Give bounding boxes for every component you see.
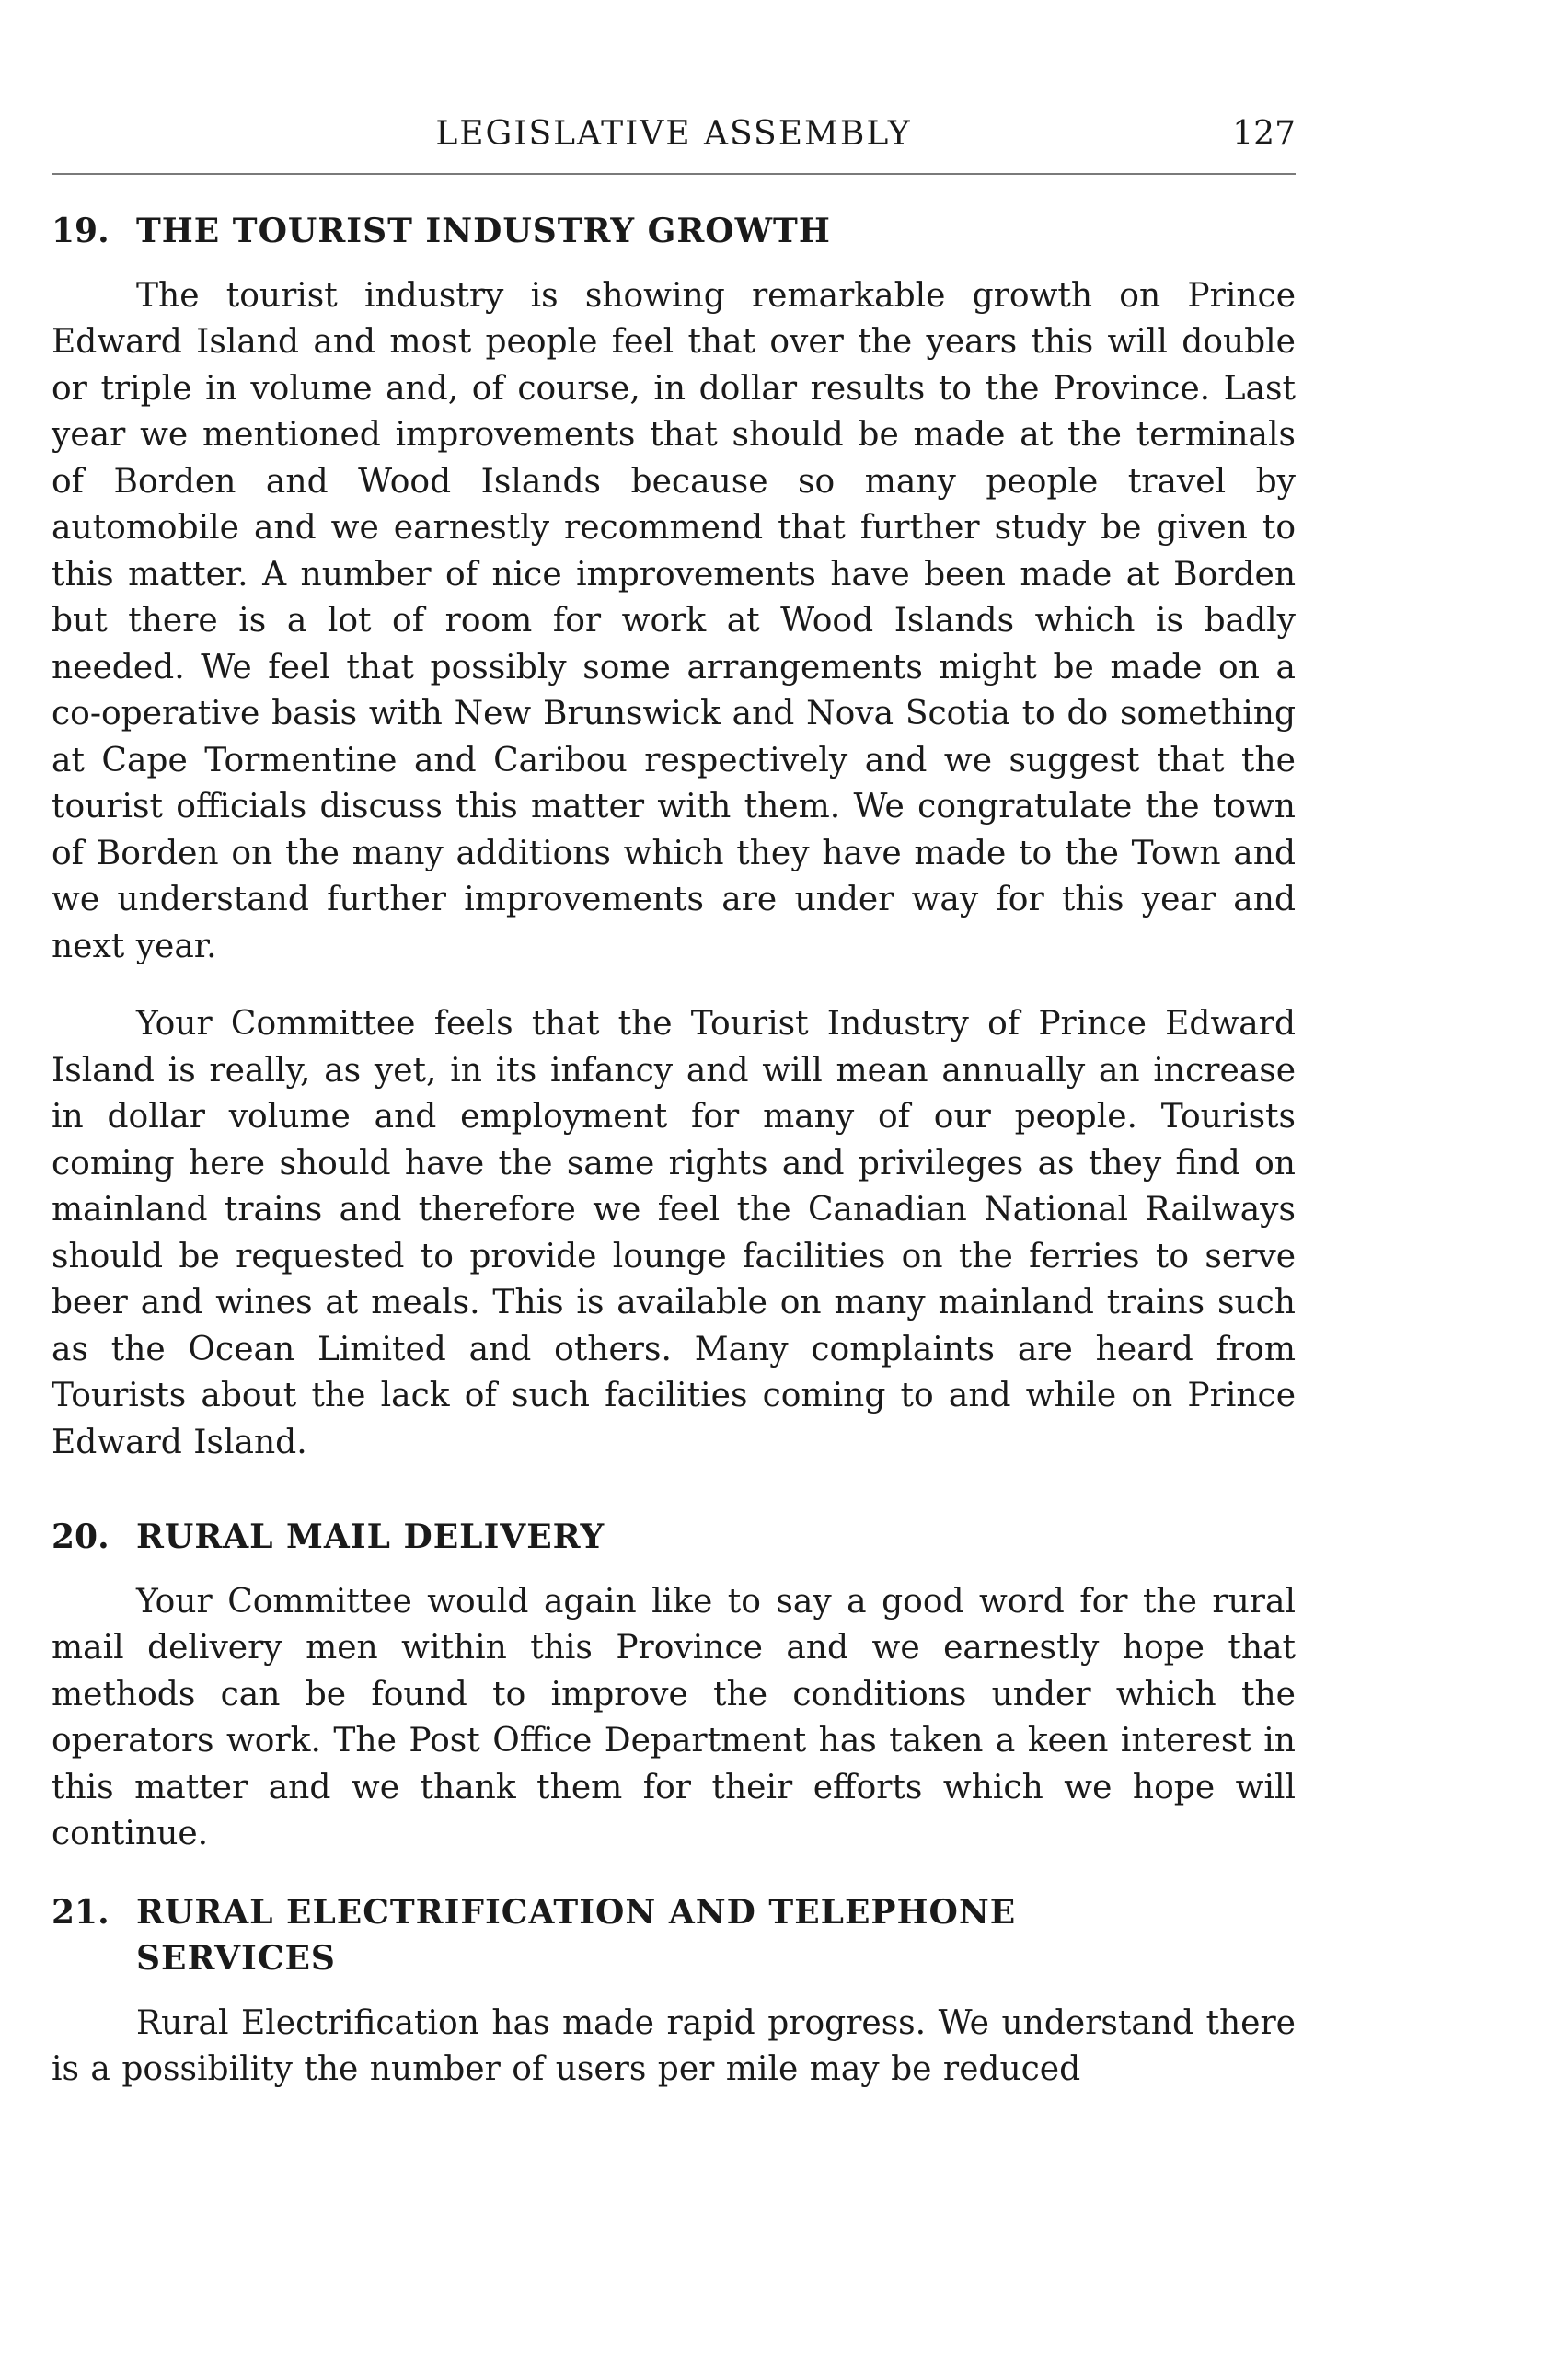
section-heading-20 (52, 1514, 1296, 1561)
section-title: RURAL MAIL DELIVERY (136, 1518, 605, 1556)
running-head (52, 109, 1296, 160)
paragraph-tourist-infancy: Your Committee feels that the Tourist Industry of Prince Edward Island is really, as yet, in its infancy and will mean annually an increase in dollar volume and employment for many of our people. Tourists coming here should have the same rights and privileges as they find on mainland trains and therefore we feel the Canadian National Railways should be requested to provide lounge facilities on the ferries to serve beer and wines at meals. This is available on many mainland trains such as the Ocean Limited and others. Many complaints are heard from Tourists about the lack of such facilities coming to and while on Prince Edward Island. (52, 1005, 1296, 1461)
section-number: 21. (52, 1892, 110, 1932)
section-number: 20. (52, 1518, 110, 1556)
section-number: 19. (52, 212, 110, 250)
section-title: RURAL ELECTRIFICATION AND TELEPHONE SERVICES (136, 1892, 1017, 1978)
page-number: 127 (1232, 115, 1296, 153)
section-heading-21 (52, 1889, 1296, 1982)
section-heading-19 (52, 208, 1296, 255)
paragraph-tourist-growth: The tourist industry is showing remarkable growth on Prince Edward Island and most people feel that over the years this will double or triple in volume and, of course, in dollar results to the Province. Last year we mentioned improvements that should be made at the terminals of Borden and Wood Islands because so many people travel by automobile and we earnestly recommend that further study be given to this matter. A number of nice improvements have been made at Borden but there is a lot of room for work at Wood Islands which is badly needed. We feel that possibly some arrangements might be made on a co-operative basis with New Brunswick and Nova Scotia to do something at Cape Tormentine and Caribou respectively and we suggest that the tourist officials discuss this matter with them. We congratulate the town of Borden on the many additions which they have made to the Town and we understand further improvements are under way for this year and next year. (52, 276, 1296, 965)
section-title: THE TOURIST INDUSTRY GROWTH (136, 212, 831, 250)
header-rule (52, 173, 1296, 175)
body-text (52, 208, 1296, 2094)
paragraph-rural-electrification: Rural Electrification has made rapid progress. We understand there is a possibility the number of users per mile may be reduced (52, 2003, 1296, 2088)
paragraph-rural-mail: Your Committee would again like to say a good word for the rural mail delivery men within this Province and we earnestly hope that methods can be found to improve the conditions under which the operators work. The Post Office Department has taken a keen interest in this matter and we thank them for their efforts which we hope will continue. (52, 1582, 1296, 1852)
running-title: LEGISLATIVE ASSEMBLY (435, 115, 912, 153)
